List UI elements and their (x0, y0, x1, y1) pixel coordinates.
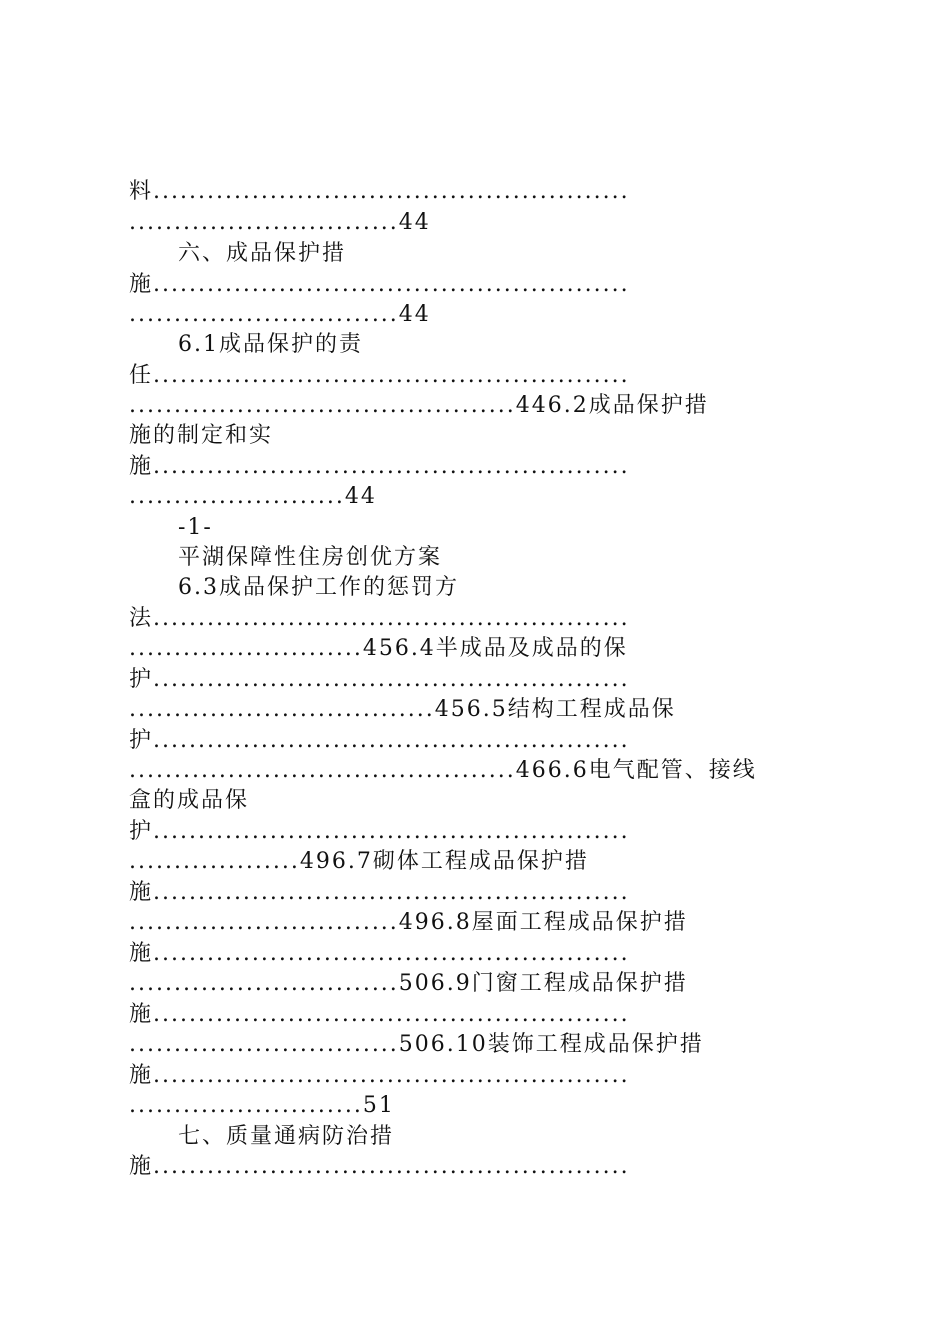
toc-line: 料..................................................... (129, 179, 630, 204)
toc-line: 施的制定和实 (129, 423, 274, 448)
toc-line: 施..................................................... (129, 941, 630, 966)
toc-line: ..............................506.9门窗工程成品保护措 (129, 971, 688, 996)
toc-line: 施..................................................... (129, 1002, 630, 1027)
toc-line: ..........................51 (129, 1093, 395, 1118)
toc-line: ..............................44 (129, 210, 431, 235)
toc-line: 施..................................................... (129, 272, 630, 297)
toc-line: 施..................................................... (129, 880, 630, 905)
page-number: -1- (178, 515, 213, 540)
toc-line: 盒的成品保 (129, 788, 250, 813)
toc-heading: 七、质量通病防治措 (178, 1124, 395, 1149)
toc-line: ...................496.7砌体工程成品保护措 (129, 849, 589, 874)
toc-line: ..................................456.5结构工程成品保 (129, 697, 676, 722)
toc-line: ........................44 (129, 484, 377, 509)
toc-line: ..........................456.4半成品及成品的保 (129, 636, 628, 661)
toc-line: 任..................................................... (129, 363, 630, 388)
toc-line: ..............................496.8屋面工程成品保护措 (129, 910, 688, 935)
toc-line: 施..................................................... (129, 1154, 630, 1179)
toc-line: 施..................................................... (129, 454, 630, 479)
toc-line: ...........................................466.6电气配管、接线 (129, 758, 757, 783)
toc-line: 施..................................................... (129, 1063, 630, 1088)
toc-heading: 6.1成品保护的责 (178, 332, 363, 357)
toc-line: 护..................................................... (129, 819, 630, 844)
toc-line: 法..................................................... (129, 606, 630, 631)
toc-line: ..............................506.10装饰工程成品保护措 (129, 1032, 704, 1057)
toc-line: 护..................................................... (129, 728, 630, 753)
toc-heading: 六、成品保护措 (178, 241, 347, 266)
toc-line: ..............................44 (129, 302, 431, 327)
toc-line: ...........................................446.2成品保护措 (129, 393, 709, 418)
toc-heading: 6.3成品保护工作的惩罚方 (178, 575, 459, 600)
toc-line: 护..................................................... (129, 667, 630, 692)
document-title: 平湖保障性住房创优方案 (178, 545, 443, 570)
